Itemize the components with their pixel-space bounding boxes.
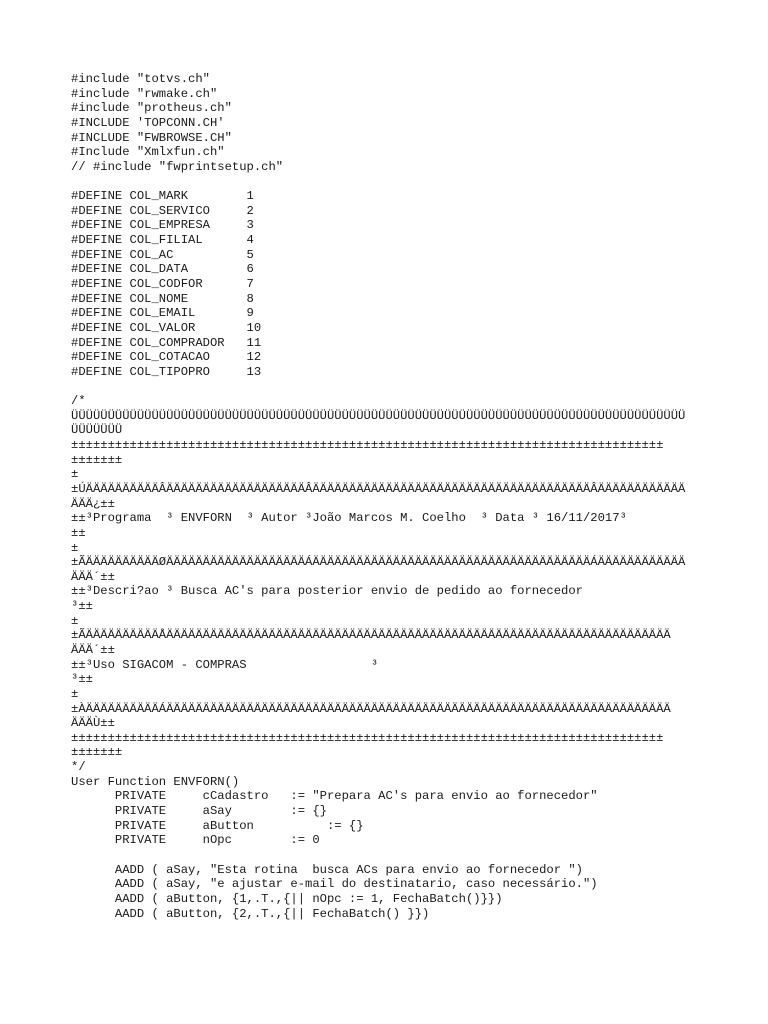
code-line: #DEFINE COL_TIPOPRO 13 (71, 364, 262, 379)
code-line: #DEFINE COL_MARK 1 (71, 189, 254, 204)
code-line: AADD ( aButton, {1,.T.,{|| nOpc := 1, FechaBatch()}}) (71, 891, 503, 906)
code-line: PRIVATE nOpc := 0 (71, 833, 320, 848)
code-line: ÜÜÜÜÜÜÜ (71, 423, 123, 438)
code-line: // #include "fwprintsetup.ch" (71, 159, 284, 174)
code-line: ÜÜÜÜÜÜÜÜÜÜÜÜÜÜÜÜÜÜÜÜÜÜÜÜÜÜÜÜÜÜÜÜÜÜÜÜÜÜÜÜÜÜÜÜÜÜÜÜÜÜÜÜÜÜÜÜÜÜÜÜÜÜÜÜÜÜÜÜÜÜÜÜÜÜÜÜÜÜÜÜÜÜÜÜ (71, 408, 686, 423)
code-line: User Function ENVFORN() (71, 774, 240, 789)
code-line: #include "totvs.ch" (71, 72, 210, 86)
code-line: ³±± (71, 672, 93, 687)
code-line: ± (71, 613, 79, 628)
code-line: #DEFINE COL_COTACAO 12 (71, 350, 262, 365)
code-line: ³±± (71, 599, 93, 614)
code-line: */ (71, 760, 86, 775)
code-line: #DEFINE COL_CODFOR 7 (71, 276, 254, 291)
code-line: #DEFINE COL_SERVICO 2 (71, 203, 254, 218)
code-line: ±±±±±±±±±±±±±±±±±±±±±±±±±±±±±±±±±±±±±±±±±±±±±±±±±±±±±±±±±±±±±±±±±±±±±±±±±±±±±±±±± (71, 730, 664, 745)
code-line: PRIVATE aSay := {} (71, 804, 327, 819)
code-line: AADD ( aSay, "e ajustar e-mail do destinatario, caso necessário.") (71, 877, 598, 892)
code-line: #DEFINE COL_EMAIL 9 (71, 306, 254, 321)
code-line: ±ÃÄÄÄÄÄÄÄÄÄÄØÄÄÄÄÄÄÄÄÄÄÄÄÄÄÄÄÄÄÄÁÄÄÄÄÄÄÄÄÄÄÄÄÄÄÄÄÄÄÄÄÄÄÄÄÄÄÄÄÄÄÄÄÄÄÄÄÄÄÁÄÄÄÄÄÄÄÄÄÄÄÄ (71, 555, 686, 570)
code-line: ±ÀÄÄÄÄÄÄÄÄÄÄÁÄÄÄÄÄÄÄÄÄÄÄÄÄÄÄÄÄÄÄÄÄÄÄÄÄÄÄÄÄÄÄÄÄÄÄÄÄÄÄÄÄÄÄÄÄÄÄÄÄÄÄÄÄÄÄÄÄÄÄÄÄÄÄÄÄÄÄÄÄ (71, 701, 671, 716)
code-line: PRIVATE cCadastro := "Prepara AC's para envio ao fornecedor" (71, 789, 598, 804)
code-line: #INCLUDE 'TOPCONN.CH' (71, 115, 225, 130)
code-line: ±±³Descri?ao ³ Busca AC's para posterior envio de pedido ao fornecedor (71, 584, 583, 599)
code-line: ± (71, 686, 79, 701)
code-line: ÄÄÄ´±± (71, 569, 115, 584)
code-line: /* (71, 394, 86, 409)
code-line: ±±³Programa ³ ENVFORN ³ Autor ³João Marcos M. Coelho ³ Data ³ 16/11/2017³ (71, 511, 627, 526)
code-line: AADD ( aButton, {2,.T.,{|| FechaBatch() }}) (71, 906, 430, 921)
code-line (71, 174, 711, 189)
code-line: ±± (71, 525, 86, 540)
code-line: ÄÄÄÙ±± (71, 716, 115, 731)
code-line: ÄÄÄ¿±± (71, 496, 115, 511)
code-line: #DEFINE COL_FILIAL 4 (71, 233, 254, 248)
code-line: #DEFINE COL_COMPRADOR 11 (71, 335, 262, 350)
code-line: ±±±±±±± (71, 745, 123, 760)
code-line: #DEFINE COL_DATA 6 (71, 262, 254, 277)
code-line: #DEFINE COL_EMPRESA 3 (71, 218, 254, 233)
code-line: ± (71, 467, 79, 482)
code-line (71, 379, 711, 394)
source-code-listing (71, 72, 711, 936)
code-line: ±ÃÄÄÄÄÄÄÄÄÄÄÅÄÄÄÄÄÄÄÄÄÄÄÄÄÄÄÄÄÄÄÄÄÄÄÄÄÄÄÄÄÄÄÄÄÄÄÄÄÄÄÄÄÄÄÄÄÄÄÄÄÄÄÄÄÄÄÄÄÄÄÄÄÄÄÄÄÄÄÄÄ (71, 628, 671, 643)
code-line: ±±±±±±±±±±±±±±±±±±±±±±±±±±±±±±±±±±±±±±±±±±±±±±±±±±±±±±±±±±±±±±±±±±±±±±±±±±±±±±±±± (71, 438, 664, 453)
code-line: #INCLUDE "FWBROWSE.CH" (71, 130, 232, 145)
code-line: #Include "Xmlxfun.ch" (71, 145, 225, 160)
code-line: ±±³Uso SIGACOM - COMPRAS ³ (71, 657, 379, 672)
code-line: #include "protheus.ch" (71, 101, 232, 116)
code-line: #DEFINE COL_NOME 8 (71, 291, 254, 306)
code-line: ÄÄÄ´±± (71, 642, 115, 657)
code-line: #DEFINE COL_VALOR 10 (71, 320, 262, 335)
code-line: PRIVATE aButton := {} (71, 818, 364, 833)
code-line: ± (71, 540, 79, 555)
code-line: AADD ( aSay, "Esta rotina busca ACs para envio ao fornecedor ") (71, 862, 583, 877)
code-line: #DEFINE COL_AC 5 (71, 247, 254, 262)
code-line: ±ÚÄÄÄÄÄÄÄÄÄÄÂÄÄÄÄÄÄÄÄÄÄÄÄÄÄÄÄÄÄÄÂÄÄÄÄÄÄÄÄÄÄÄÄÄÄÄÄÄÄÄÄÄÄÄÄÄÄÄÄÄÄÄÄÄÄÄÄÄÄÂÄÄÄÄÄÄÄÄÄÄÄÄ (71, 481, 686, 496)
code-line: #include "rwmake.ch" (71, 86, 218, 101)
code-line: ±±±±±±± (71, 452, 123, 467)
code-line (71, 848, 711, 863)
code-line (71, 921, 711, 936)
